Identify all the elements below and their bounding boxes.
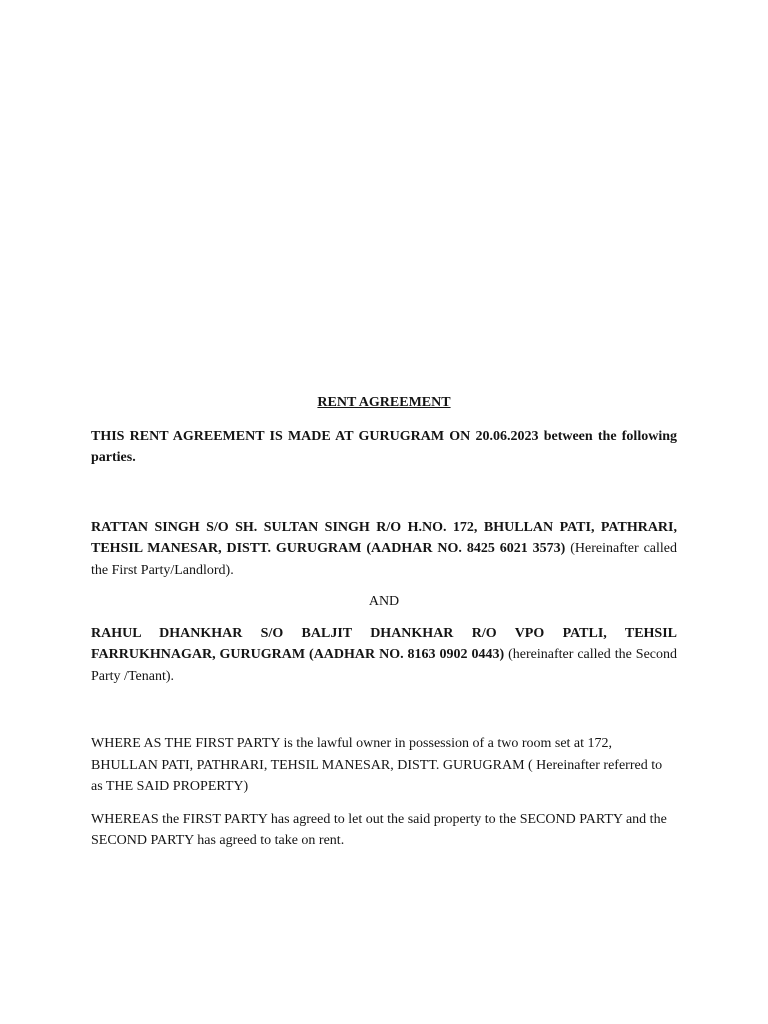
first-party-role: (Hereinafter called the First Party/Landlord). [91, 541, 677, 578]
first-party-paragraph [91, 517, 677, 582]
second-party-role: (hereinafter called the Second Party /Tenant). [91, 647, 677, 684]
second-party-paragraph [91, 623, 677, 688]
agreement-intro: THIS RENT AGREEMENT IS MADE AT GURUGRAM ON 20.06.2023 between the following parties. [91, 428, 677, 465]
first-party-details: RATTAN SINGH S/O SH. SULTAN SINGH R/O H.NO. 172, BHULLAN PATI, PATHRARI, TEHSIL MANESAR, DISTT. GURUGRAM (AADHAR NO. 8425 6021 3573) [91, 519, 677, 556]
document-title: RENT AGREEMENT [317, 395, 451, 410]
whereas-clause-1: WHERE AS THE FIRST PARTY is the lawful owner in possession of a two room set at 172, BHULLAN PATI, PATHRARI, TEHSIL MANESAR, DISTT. GURUGRAM ( Hereinafter referred to as THE SAID PROPERTY) [91, 736, 663, 794]
document-body [91, 392, 677, 852]
second-party-details: RAHUL DHANKHAR S/O BALJIT DHANKHAR R/O VPO PATLI, TEHSIL FARRUKHNAGAR, GURUGRAM (AADHAR NO. 8163 0902 0443) [91, 625, 677, 662]
whereas-clause-2: WHEREAS the FIRST PARTY has agreed to let out the said property to the SECOND PARTY and the SECOND PARTY has agreed to take on rent. [91, 811, 667, 848]
and-separator: AND [368, 594, 400, 609]
